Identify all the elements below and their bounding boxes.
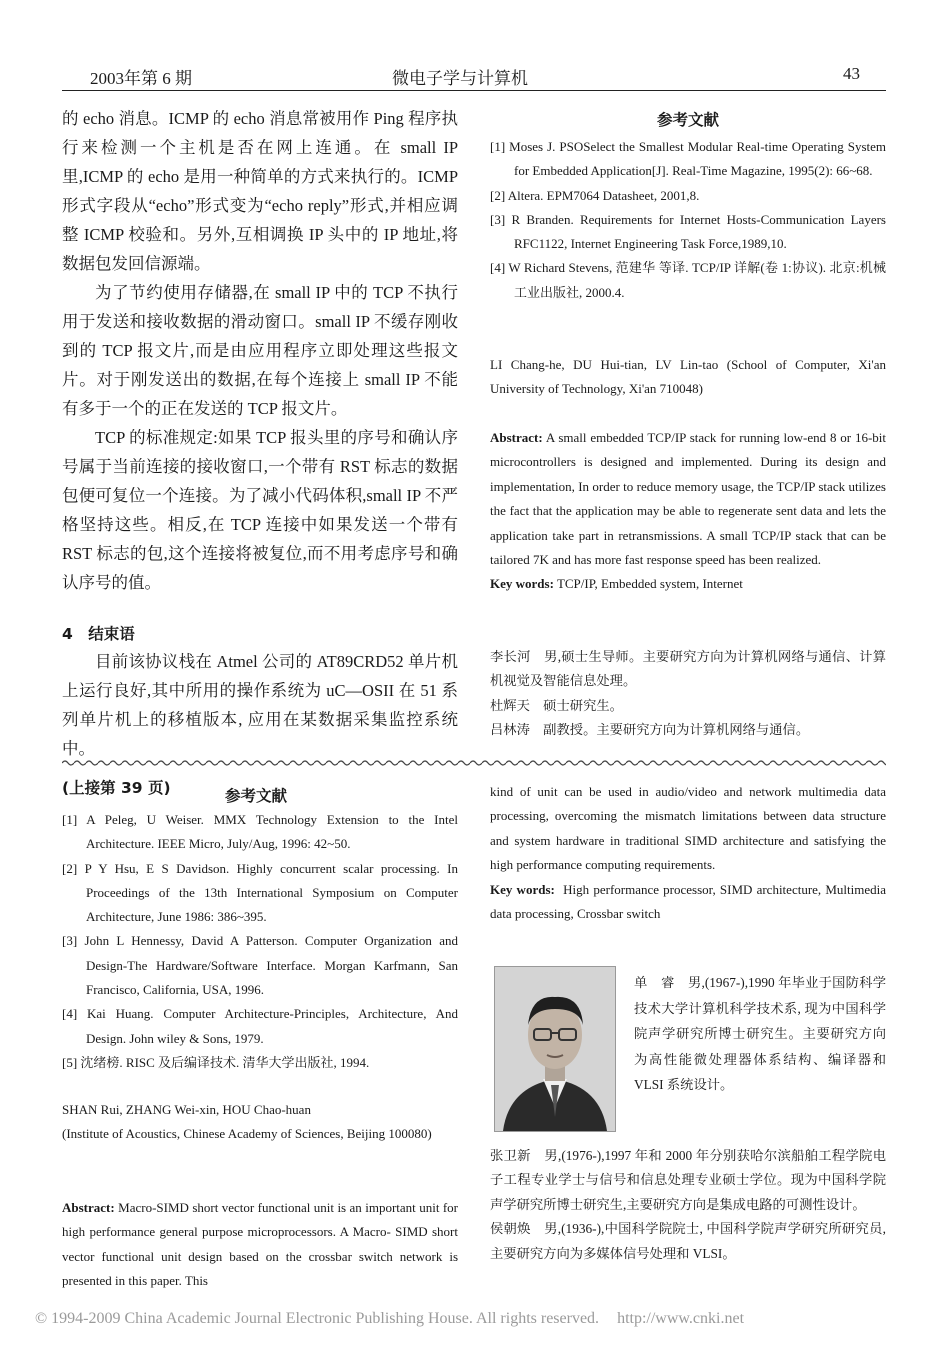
author-bio: 杜辉天 硕士研究生。 — [490, 697, 623, 713]
author-affiliation: (Institute of Acoustics, Chinese Academy of Sciences, Beijing 100080) — [62, 1126, 432, 1142]
abstract-paragraph — [490, 426, 886, 572]
author-bio: 侯朝焕 男,(1936-),中国科学院院士, 中国科学院声学研究所研究员,主要研究方向为多媒体信号处理和 VLSI。 — [490, 1221, 886, 1261]
author-photo — [494, 966, 616, 1132]
reference-item: [2] Altera. EPM7064 Datasheet, 2001,8. — [490, 187, 700, 203]
reference-list — [62, 808, 458, 1075]
reference-item: [3] R Branden. Requirements for Internet Hosts-Communication Layers RFC1122, Internet Engineering Task Force,1989,10. — [490, 211, 886, 252]
keywords-text: High performance processor, SIMD architecture, Multimedia data processing, Crossbar switch — [490, 881, 886, 922]
english-abstract-continued — [490, 780, 886, 926]
footer-url[interactable]: http://www.cnki.net — [617, 1310, 745, 1327]
english-abstract — [490, 426, 886, 597]
author-affiliation: LI Chang-he, DU Hui-tian, LV Lin-tao (School of Computer, Xi'an University of Technology, Xi'an 710048) — [490, 357, 886, 397]
reference-item: [3] John L Hennessy, David A Patterson. Computer Organization and Design-The Hardware/Software Interface. Morgan Karfmann, San Francisco, California, USA, 1996. — [62, 933, 458, 998]
running-header — [62, 62, 886, 91]
author-bio: 张卫新 男,(1976-),1997 年和 2000 年分别获哈尔滨船舶工程学院电子工程专业学士与信号和信息处理专业硕士学位。现为中国科学院声学研究所博士研究生,主要研究方向是集成电路的可测性设计。 — [490, 1148, 886, 1212]
abstract-paragraph — [62, 1196, 458, 1294]
author-names: SHAN Rui, ZHANG Wei-xin, HOU Chao-huan — [62, 1102, 311, 1117]
continued-from: (上接第 39 页) — [62, 779, 171, 797]
author-bio: 单 睿 男,(1967-),1990 年毕业于国防科学技术大学计算机科学技术系, 现为中国科学院声学研究所博士研究生。主要研究方向为高性能微处理器体系结构、编译器和 VLSI 系统设计。 — [634, 975, 886, 1092]
keywords-label: Key words: — [490, 881, 555, 897]
reference-item: [4] W Richard Stevens, 范建华 等译. TCP/IP 详解(卷 1:协议). 北京:机械工业出版社, 2000.4. — [490, 260, 886, 300]
abstract-text: A small embedded TCP/IP stack for running low-end 8 or 16-bit microcontrollers is designed and implemented. During its design and implementation, In order to reduce memory usage, the TCP/IP stack utilizes the fact that the application may be able to regenerate sent data and lets the application take part in retransmissions. A small TCP/IP stack that can be tailored 7K and has more fast response speed has been realized. — [490, 430, 886, 568]
english-abstract — [62, 1196, 458, 1294]
abstract-text: Macro-SIMD short vector functional unit is an important unit for high performance general purpose microprocessors. A Macro- SIMD short vector functional unit design based on the crossbar switch network is presented in this paper. This — [62, 1200, 459, 1289]
abstract-continued: kind of unit can be used in audio/video and network multimedia data processing, overcoming the mismatch limitations between data structure and system hardware in traditional SIMD architecture and satisfying the high performance computing requirements. — [490, 784, 886, 873]
body-paragraph: TCP 的标准规定:如果 TCP 报头里的序号和确认序号属于当前连接的接收窗口,一个带有 RST 标志的数据包便可复位一个连接。为了减小代码体积,small IP 不严格坚持这些。相反,在 TCP 连接中如果发送一个带有 RST 标志的包,这个连接将被复位,而不用考虑序号和确认序号的值。 — [62, 428, 458, 592]
author-bio: 李长河 男,硕士生导师。主要研究方向为计算机网络与通信、计算机视觉及智能信息处理。 — [490, 649, 886, 689]
left-top-column — [62, 104, 458, 597]
abstract-label: Abstract: — [490, 430, 543, 445]
reference-item: [2] P Y Hsu, E S Davidson. Highly concurrent scalar processing. In Proceedings of the 13th International Symposium on Computer Architecture, June 1986: 386~395. — [62, 860, 458, 925]
photo-author-bio — [634, 970, 886, 1098]
english-authors — [490, 353, 886, 402]
reference-item: [1] Moses J. PSOSelect the Smallest Modular Real-time Operating System for Embedded Application[J]. Real-Time Magazine, 1995(2): 66~68. — [490, 139, 886, 179]
keywords-line — [490, 572, 886, 596]
references-heading: 参考文献 — [656, 111, 719, 129]
reference-item: [5] 沈绪榜. RISC 及后编译技术. 清华大学出版社, 1994. — [62, 1054, 370, 1070]
conclusion-paragraph: 目前该协议栈在 Atmel 公司的 AT89CRD52 单片机上运行良好,其中所用的操作系统为 uC—OSII 在 51 系列单片机上的移植版本, 应用在某数据采集监控系统中。 — [62, 652, 458, 758]
keywords-label: Key words: — [490, 576, 554, 592]
body-paragraph: 为了节约使用存储器,在 small IP 中的 TCP 不执行用于发送和接收数据的滑动窗口。small IP 不缓存刚收到的 TCP 报文片,而是由应用程序立即处理这些报文片。对于刚发送出的数据,在每个连接上 small IP 不能有多于一个的正在发送的 TCP 报文片。 — [62, 283, 458, 418]
copyright-text: © 1994-2009 China Academic Journal Electronic Publishing House. All rights reserved. — [35, 1310, 600, 1327]
keywords-line — [490, 878, 886, 927]
page-number: 43 — [843, 64, 860, 83]
reference-list — [490, 135, 886, 305]
journal-title: 微电子学与计算机 — [392, 69, 528, 88]
wavy-divider — [62, 758, 886, 768]
portrait-image — [495, 967, 615, 1131]
body-paragraph: 的 echo 消息。ICMP 的 echo 消息常被用作 Ping 程序执行来检测一个主机是否在网上连通。在 small IP 里,ICMP 的 echo 是用一种简单的方式来执行的。ICMP 形式字段从“echo”形式变为“echo reply”形式,并相应调整 ICMP 校验和。另外,互相调换 IP 头中的 IP 地址,将数据包发回信源端。 — [62, 109, 458, 273]
keywords-text: TCP/IP, Embedded system, Internet — [556, 576, 743, 592]
reference-item: [4] Kai Huang. Computer Architecture-Principles, Architecture, And Design. John wiley & Sons, 1979. — [62, 1006, 458, 1046]
english-authors — [62, 1098, 458, 1147]
section-heading: 4 结束语 — [62, 625, 135, 643]
copyright-footer — [35, 1310, 915, 1328]
references-heading: 参考文献 — [225, 787, 288, 805]
abstract-label: Abstract: — [62, 1200, 115, 1215]
reference-item: [1] A Peleg, U Weiser. MMX Technology Extension to the Intel Architecture. IEEE Micro, July/Aug, 1996: 42~50. — [62, 812, 458, 852]
author-bios — [490, 645, 886, 743]
author-bios — [490, 1144, 886, 1266]
author-bio: 吕林涛 副教授。主要研究方向为计算机网络与通信。 — [490, 722, 810, 738]
conclusion-block — [62, 647, 458, 763]
issue-label: 2003年第 6 期 — [90, 69, 192, 88]
